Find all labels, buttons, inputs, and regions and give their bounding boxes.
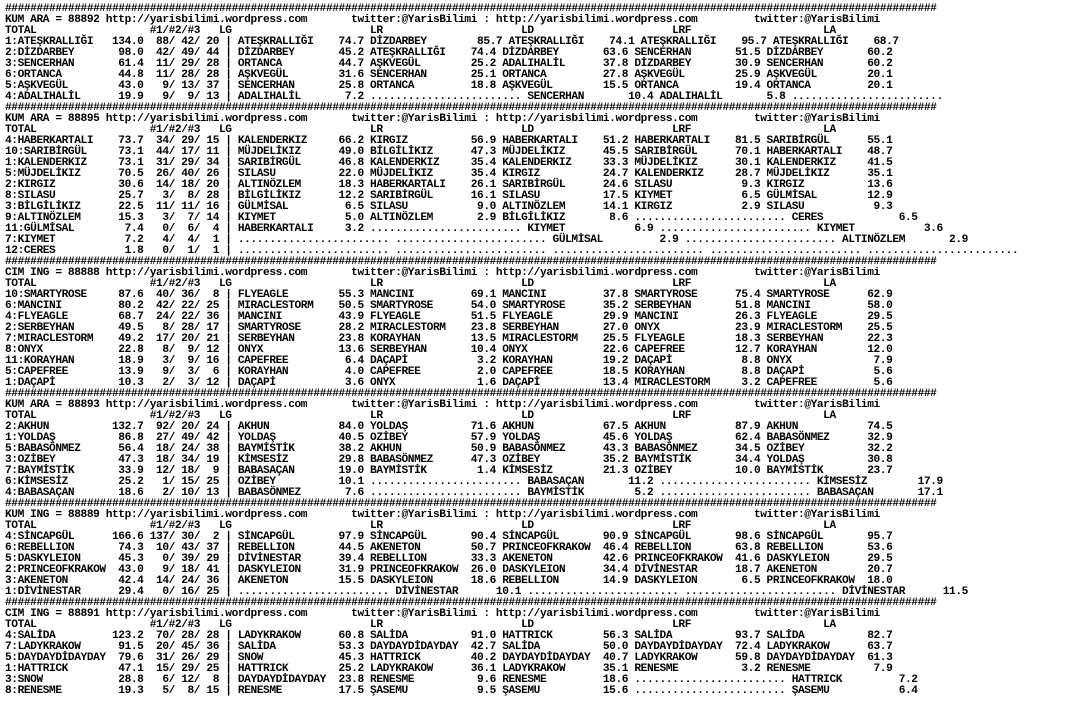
result-row: 11:GÜLMİSAL 7.4 0/ 6/ 4 | HABERKARTALI 3.2 ........................ KIYMET 6.9 ........................ KIYMET 3.6 — [5, 223, 943, 235]
race-header-line: CIM ING = 88888 http://yarisbilimi.wordpress.com twitter:@YarisBilimi : http://yarisbilimi.wordpress.com twitter:@YarisBilimi — [5, 267, 880, 279]
result-row: 9:ALTINÖZLEM 15.3 3/ 7/ 14 | KIYMET 5.0 ALTINÖZLEM 2.9 BİLGİLİKIZ 8.6 ........................ CERES 6.5 — [5, 212, 918, 224]
result-row: 7:BAYMİSTİK 33.9 12/ 18/ 9 | BABASAÇAN 19.0 BAYMİSTİK 1.4 KİMSESİZ 21.3 OZİBEY 10.0 BAYMİSTİK 23.7 — [5, 465, 893, 477]
result-row: 4:BABASAÇAN 18.6 2/ 10/ 13 | BABASÖNMEZ 7.6 ........................ BAYMİSTİK 5.2 ........................ BABASAÇAN 17.1 — [5, 487, 943, 499]
race-header-line: KUM ARA = 88892 http://yarisbilimi.wordpress.com twitter:@YarisBilimi : http://yarisbilimi.wordpress.com twitter:@YarisBilimi — [5, 14, 880, 26]
result-row: 4:SALİDA 123.2 70/ 28/ 28 | LADYKRAKOW 60.8 SALİDA 91.0 HATTRICK 56.3 SALİDA 93.7 SALİDA 82.7 — [5, 630, 893, 642]
result-row: 3:SENCERHAN 61.4 11/ 29/ 28 | ORTANCA 44.7 AŞKVEGÜL 25.2 ADALIHALİL 37.8 DİZDARBEY 30.9 SENCERHAN 60.2 — [5, 58, 893, 70]
result-row: 5:DAYDAYDİDAYDAY 79.6 31/ 26/ 29 | SNOW 45.3 HATTRICK 40.2 DAYDAYDİDAYDAY 40.7 LADYKRAKOW 59.8 DAYDAYDİDAYDAY 61.3 — [5, 652, 893, 664]
separator-line: #################################################################################################################################################### — [5, 498, 937, 510]
result-row: 5:MÜJDELİKIZ 70.5 26/ 40/ 26 | SILASU 22.0 MÜJDELİKIZ 35.4 KIRGIZ 24.7 KALENDERKIZ 28.7 MÜJDELİKIZ 35.1 — [5, 168, 893, 180]
race-header-line: KUM ING = 88889 http://yarisbilimi.wordpress.com twitter:@YarisBilimi : http://yarisbilimi.wordpress.com twitter:@YarisBilimi — [5, 509, 880, 521]
result-row: 4:SİNCAPGÜL 166.6 137/ 30/ 2 | SİNCAPGÜL 97.9 SİNCAPGÜL 90.4 SİNCAPGÜL 90.9 SİNCAPGÜL 98.6 SİNCAPGÜL 95.7 — [5, 531, 893, 543]
separator-line: #################################################################################################################################################### — [5, 102, 937, 114]
result-row: 6:MANCINI 80.2 42/ 22/ 25 | MIRACLESTORM 50.5 SMARTYROSE 54.0 SMARTYROSE 35.2 SERBEYHAN 51.8 MANCINI 58.0 — [5, 300, 893, 312]
result-row: 6:REBELLION 74.3 10/ 43/ 37 | REBELLION 44.5 AKENETON 50.7 PRINCEOFKRAKOW 46.4 REBELLION 63.8 REBELLION 53.6 — [5, 542, 893, 554]
result-row: 1:DİVİNESTAR 29.4 0/ 16/ 25 | ........................ DİVİNESTAR 10.1 ........................ ........................ DİVİNESTAR 11.5 — [5, 586, 968, 598]
result-row: 2:PRINCEOFKRAKOW 43.0 9/ 18/ 41 | DASKYLEION 31.9 PRINCEOFKRAKOW 26.0 DASKYLEION 34.4 DİVİNESTAR 18.7 AKENETON 20.7 — [5, 564, 893, 576]
result-row: 8:ONYX 22.8 8/ 9/ 12 | ONYX 13.6 SERBEYHAN 10.4 ONYX 22.6 CAPEFREE 12.7 KORAYHAN 12.0 — [5, 344, 893, 356]
race-header-line: KUM ARA = 88895 http://yarisbilimi.wordpress.com twitter:@YarisBilimi : http://yarisbilimi.wordpress.com twitter:@YarisBilimi — [5, 113, 880, 125]
result-row: 1:KALENDERKIZ 73.1 31/ 29/ 34 | SARIBİRGÜL 46.8 KALENDERKIZ 35.4 KALENDERKIZ 33.3 MÜJDELİKIZ 30.1 KALENDERKIZ 41.5 — [5, 157, 893, 169]
separator-line: #################################################################################################################################################### — [5, 388, 937, 400]
result-row: 5:AŞKVEGÜL 43.0 9/ 13/ 37 | SENCERHAN 25.8 ORTANCA 18.8 AŞKVEGÜL 15.5 ORTANCA 19.4 ORTANCA 20.1 — [5, 80, 893, 92]
result-row: 1:YOLDAŞ 86.8 27/ 49/ 42 | YOLDAŞ 40.5 OZİBEY 57.9 YOLDAŞ 45.6 YOLDAŞ 62.4 BABASÖNMEZ 32.9 — [5, 432, 893, 444]
result-row: 3:SNOW 28.8 6/ 12/ 8 | DAYDAYDİDAYDAY 23.8 RENESME 9.6 RENESME 18.6 ........................ HATTRICK 7.2 — [5, 674, 918, 686]
result-row: 12:CERES 1.8 0/ 1/ 1 | ........................ ........................ ........................ ........................ ........................ — [5, 245, 1019, 257]
result-row: 3:BİLGİLİKIZ 22.5 11/ 11/ 16 | GÜLMİSAL 6.5 SILASU 9.0 ALTINÖZLEM 14.1 KIRGIZ 2.9 SILASU 9.3 — [5, 201, 893, 213]
result-row: 8:RENESME 19.3 5/ 8/ 15 | RENESME 17.5 ŞASEMU 9.5 ŞASEMU 15.6 ........................ ŞASEMU 6.4 — [5, 685, 918, 697]
result-row: 3:AKENETON 42.4 14/ 24/ 36 | AKENETON 15.5 DASKYLEION 18.6 REBELLION 14.9 DASKYLEION 6.5 PRINCEOFKRAKOW 18.0 — [5, 575, 893, 587]
result-row: 5:BABASÖNMEZ 56.4 18/ 24/ 38 | BAYMİSTİK 38.2 AKHUN 50.9 BABASÖNMEZ 43.3 BABASÖNMEZ 34.5 OZİBEY 32.2 — [5, 443, 893, 455]
result-row: 4:ADALIHALİL 19.9 9/ 9/ 13 | ADALIHALİL 7.2 ........................ SENCERHAN 10.4 ADALIHALİL 5.8 ........................ — [5, 91, 943, 103]
column-header-line: TOTAL #1/#2/#3 LG LR LD LRF LA — [5, 25, 836, 37]
result-row: 8:SILASU 25.7 3/ 8/ 28 | BİLGİLİKIZ 12.2 SARIBİRGÜL 16.1 SILASU 17.5 KIYMET 6.5 GÜLMİSAL 12.9 — [5, 190, 893, 202]
result-row: 11:KORAYHAN 18.9 3/ 9/ 16 | CAPEFREE 6.4 DAÇAPİ 3.2 KORAYHAN 19.2 DAÇAPİ 8.8 ONYX 7.9 — [5, 355, 893, 367]
result-row: 10:SMARTYROSE 87.6 40/ 36/ 8 | FLYEAGLE 55.3 MANCINI 69.1 MANCINI 37.8 SMARTYROSE 75.4 SMARTYROSE 62.9 — [5, 289, 893, 301]
result-row: 4:HABERKARTALI 73.7 34/ 29/ 15 | KALENDERKIZ 66.2 KIRGIZ 56.9 HABERKARTALI 51.2 HABERKARTALI 81.5 SARIBİRGÜL 55.1 — [5, 135, 893, 147]
result-row: 1:DAÇAPİ 10.3 2/ 3/ 12 | DAÇAPİ 3.6 ONYX 1.6 DAÇAPİ 13.4 MIRACLESTORM 3.2 CAPEFREE 5.6 — [5, 377, 893, 389]
separator-line: #################################################################################################################################################### — [5, 256, 937, 268]
race-header-line: KUM ARA = 88893 http://yarisbilimi.wordpress.com twitter:@YarisBilimi : http://yarisbilimi.wordpress.com twitter:@YarisBilimi — [5, 399, 880, 411]
result-row: 7:LADYKRAKOW 91.5 20/ 45/ 36 | SALİDA 53.3 DAYDAYDİDAYDAY 42.7 SALİDA 50.0 DAYDAYDİDAYDAY 72.4 LADYKRAKOW 63.7 — [5, 641, 893, 653]
result-row: 1:HATTRICK 47.1 15/ 29/ 25 | HATTRICK 25.2 LADYKRAKOW 36.1 LADYKRAKOW 35.1 RENESME 3.2 RENESME 7.9 — [5, 663, 893, 675]
result-row: 2:AKHUN 132.7 92/ 20/ 24 | AKHUN 84.0 YOLDAŞ 71.6 AKHUN 67.5 AKHUN 87.9 AKHUN 74.5 — [5, 421, 893, 433]
result-row: 2:DİZDARBEY 98.0 42/ 49/ 44 | DİZDARBEY 45.2 ATEŞKRALLIĞI 74.4 DİZDARBEY 63.6 SENCERHAN 51.5 DİZDARBEY 60.2 — [5, 47, 893, 59]
result-row: 3:OZİBEY 47.3 18/ 34/ 19 | KİMSESİZ 29.8 BABASÖNMEZ 47.3 OZİBEY 35.2 BAYMİSTİK 34.4 YOLDAŞ 30.8 — [5, 454, 893, 466]
column-header-line: TOTAL #1/#2/#3 LG LR LD LRF LA — [5, 278, 836, 290]
result-row: 6:ORTANCA 44.8 11/ 28/ 28 | AŞKVEGÜL 31.6 SENCERHAN 25.1 ORTANCA 27.8 AŞKVEGÜL 25.9 AŞKVEGÜL 20.1 — [5, 69, 893, 81]
column-header-line: TOTAL #1/#2/#3 LG LR LD LRF LA — [5, 520, 836, 532]
result-row: 7:MIRACLESTORM 49.2 17/ 20/ 21 | SERBEYHAN 23.8 KORAYHAN 13.5 MIRACLESTORM 25.5 FLYEAGLE 18.3 SERBEYHAN 22.3 — [5, 333, 893, 345]
result-row: 4:FLYEAGLE 68.7 24/ 22/ 36 | MANCINI 43.9 FLYEAGLE 51.5 FLYEAGLE 29.9 MANCINI 26.3 FLYEAGLE 29.5 — [5, 311, 893, 323]
result-row: 2:KIRGIZ 30.6 14/ 18/ 20 | ALTINÖZLEM 18.3 HABERKARTALI 26.1 SARIBİRGÜL 24.6 SILASU 9.3 KIRGIZ 13.6 — [5, 179, 893, 191]
race-header-line: CIM ING = 88891 http://yarisbilimi.wordpress.com twitter:@YarisBilimi : http://yarisbilimi.wordpress.com twitter:@YarisBilimi — [5, 608, 880, 620]
separator-line: #################################################################################################################################################### — [5, 597, 937, 609]
result-row: 10:SARIBİRGÜL 73.1 44/ 17/ 11 | MÜJDELİKIZ 49.0 BİLGİLİKIZ 47.3 MÜJDELİKIZ 45.5 SARIBİRGÜL 70.1 HABERKARTALI 48.7 — [5, 146, 893, 158]
result-row: 6:KİMSESİZ 25.2 1/ 15/ 25 | OZİBEY 10.1 ........................ BABASAÇAN 11.2 ........................ KİMSESİZ 17.9 — [5, 476, 943, 488]
separator-line: #################################################################################################################################################### — [5, 3, 937, 15]
result-row: 2:SERBEYHAN 49.5 8/ 28/ 17 | SMARTYROSE 28.2 MIRACLESTORM 23.8 SERBEYHAN 27.0 ONYX 23.9 MIRACLESTORM 25.5 — [5, 322, 893, 334]
result-row: 5:DASKYLEION 45.3 0/ 39/ 29 | DİVİNESTAR 39.4 REBELLION 33.3 AKENETON 42.6 PRINCEOFKRAKOW 41.6 DASKYLEION 29.5 — [5, 553, 893, 565]
column-header-line: TOTAL #1/#2/#3 LG LR LD LRF LA — [5, 124, 836, 136]
result-row: 1:ATEŞKRALLIĞI 134.0 88/ 42/ 20 | ATEŞKRALLIĞI 74.7 DİZDARBEY 85.7 ATEŞKRALLIĞI 74.1 ATEŞKRALLIĞI 95.7 ATEŞKRALLIĞI 68.7 — [5, 36, 899, 48]
result-row: 5:CAPEFREE 13.9 9/ 3/ 6 | KORAYHAN 4.0 CAPEFREE 2.0 CAPEFREE 18.5 KORAYHAN 8.8 DAÇAPİ 5.6 — [5, 366, 893, 378]
result-row: 7:KIYMET 7.2 4/ 4/ 1 | ........................ ........................ GÜLMİSAL 2.9 ........................ ALTINÖZLEM 2.9 — [5, 234, 968, 246]
column-header-line: TOTAL #1/#2/#3 LG LR LD LRF LA — [5, 619, 836, 631]
column-header-line: TOTAL #1/#2/#3 LG LR LD LRF LA — [5, 410, 836, 422]
